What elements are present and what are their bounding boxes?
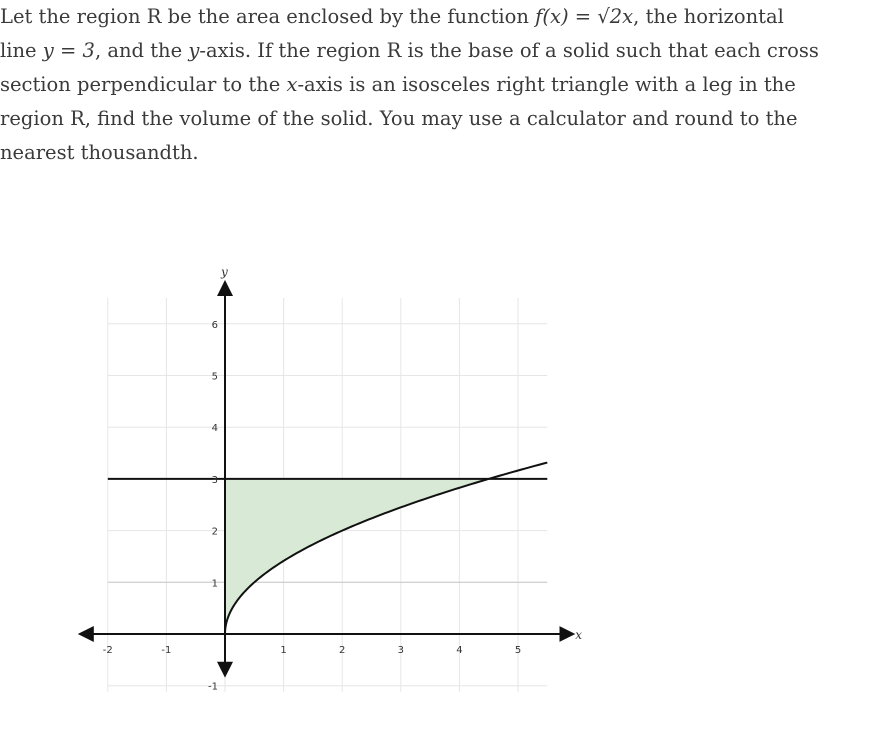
x-axis-label: x (575, 628, 583, 642)
x-tick-label: 4 (456, 645, 463, 656)
variable-y: y (188, 39, 200, 62)
y-tick-label: 4 (211, 423, 218, 435)
text-run: -axis is an isosceles right triangle with a leg in the (297, 73, 796, 96)
y-tick-label: 2 (211, 526, 218, 538)
text-run: , and the (94, 39, 189, 62)
x-tick-label: -2 (102, 645, 113, 656)
text-run: line (0, 39, 43, 62)
y-tick-label: 6 (211, 319, 218, 331)
text-run: -axis. If the region R is the base of a solid such that each cross (199, 39, 819, 62)
shaded-region (225, 479, 489, 634)
text-run: region R, find the volume of the solid. You may use a calculator and round to the (0, 107, 798, 130)
y-tick-label: -1 (208, 681, 218, 693)
variable-x: x (286, 73, 298, 96)
y-tick-label: 1 (211, 578, 218, 590)
x-tick-label: 1 (280, 645, 287, 656)
text-run: Let the region R be the area enclosed by the function (0, 5, 536, 28)
function-expression: f(x) = √2x (535, 5, 634, 28)
x-tick-label: 3 (397, 645, 404, 656)
text-run: , the horizontal (633, 5, 784, 28)
text-run: nearest thousandth. (0, 141, 199, 164)
text-run: section perpendicular to the (0, 73, 287, 96)
y-tick-label: 3 (211, 474, 218, 486)
x-tick-label: 2 (339, 645, 346, 656)
x-tick-label: 5 (514, 645, 522, 656)
line-expression: y = 3 (42, 39, 95, 62)
y-tick-label: 5 (211, 371, 218, 383)
x-tick-label: -1 (161, 645, 172, 656)
y-axis-label: y (221, 264, 228, 279)
